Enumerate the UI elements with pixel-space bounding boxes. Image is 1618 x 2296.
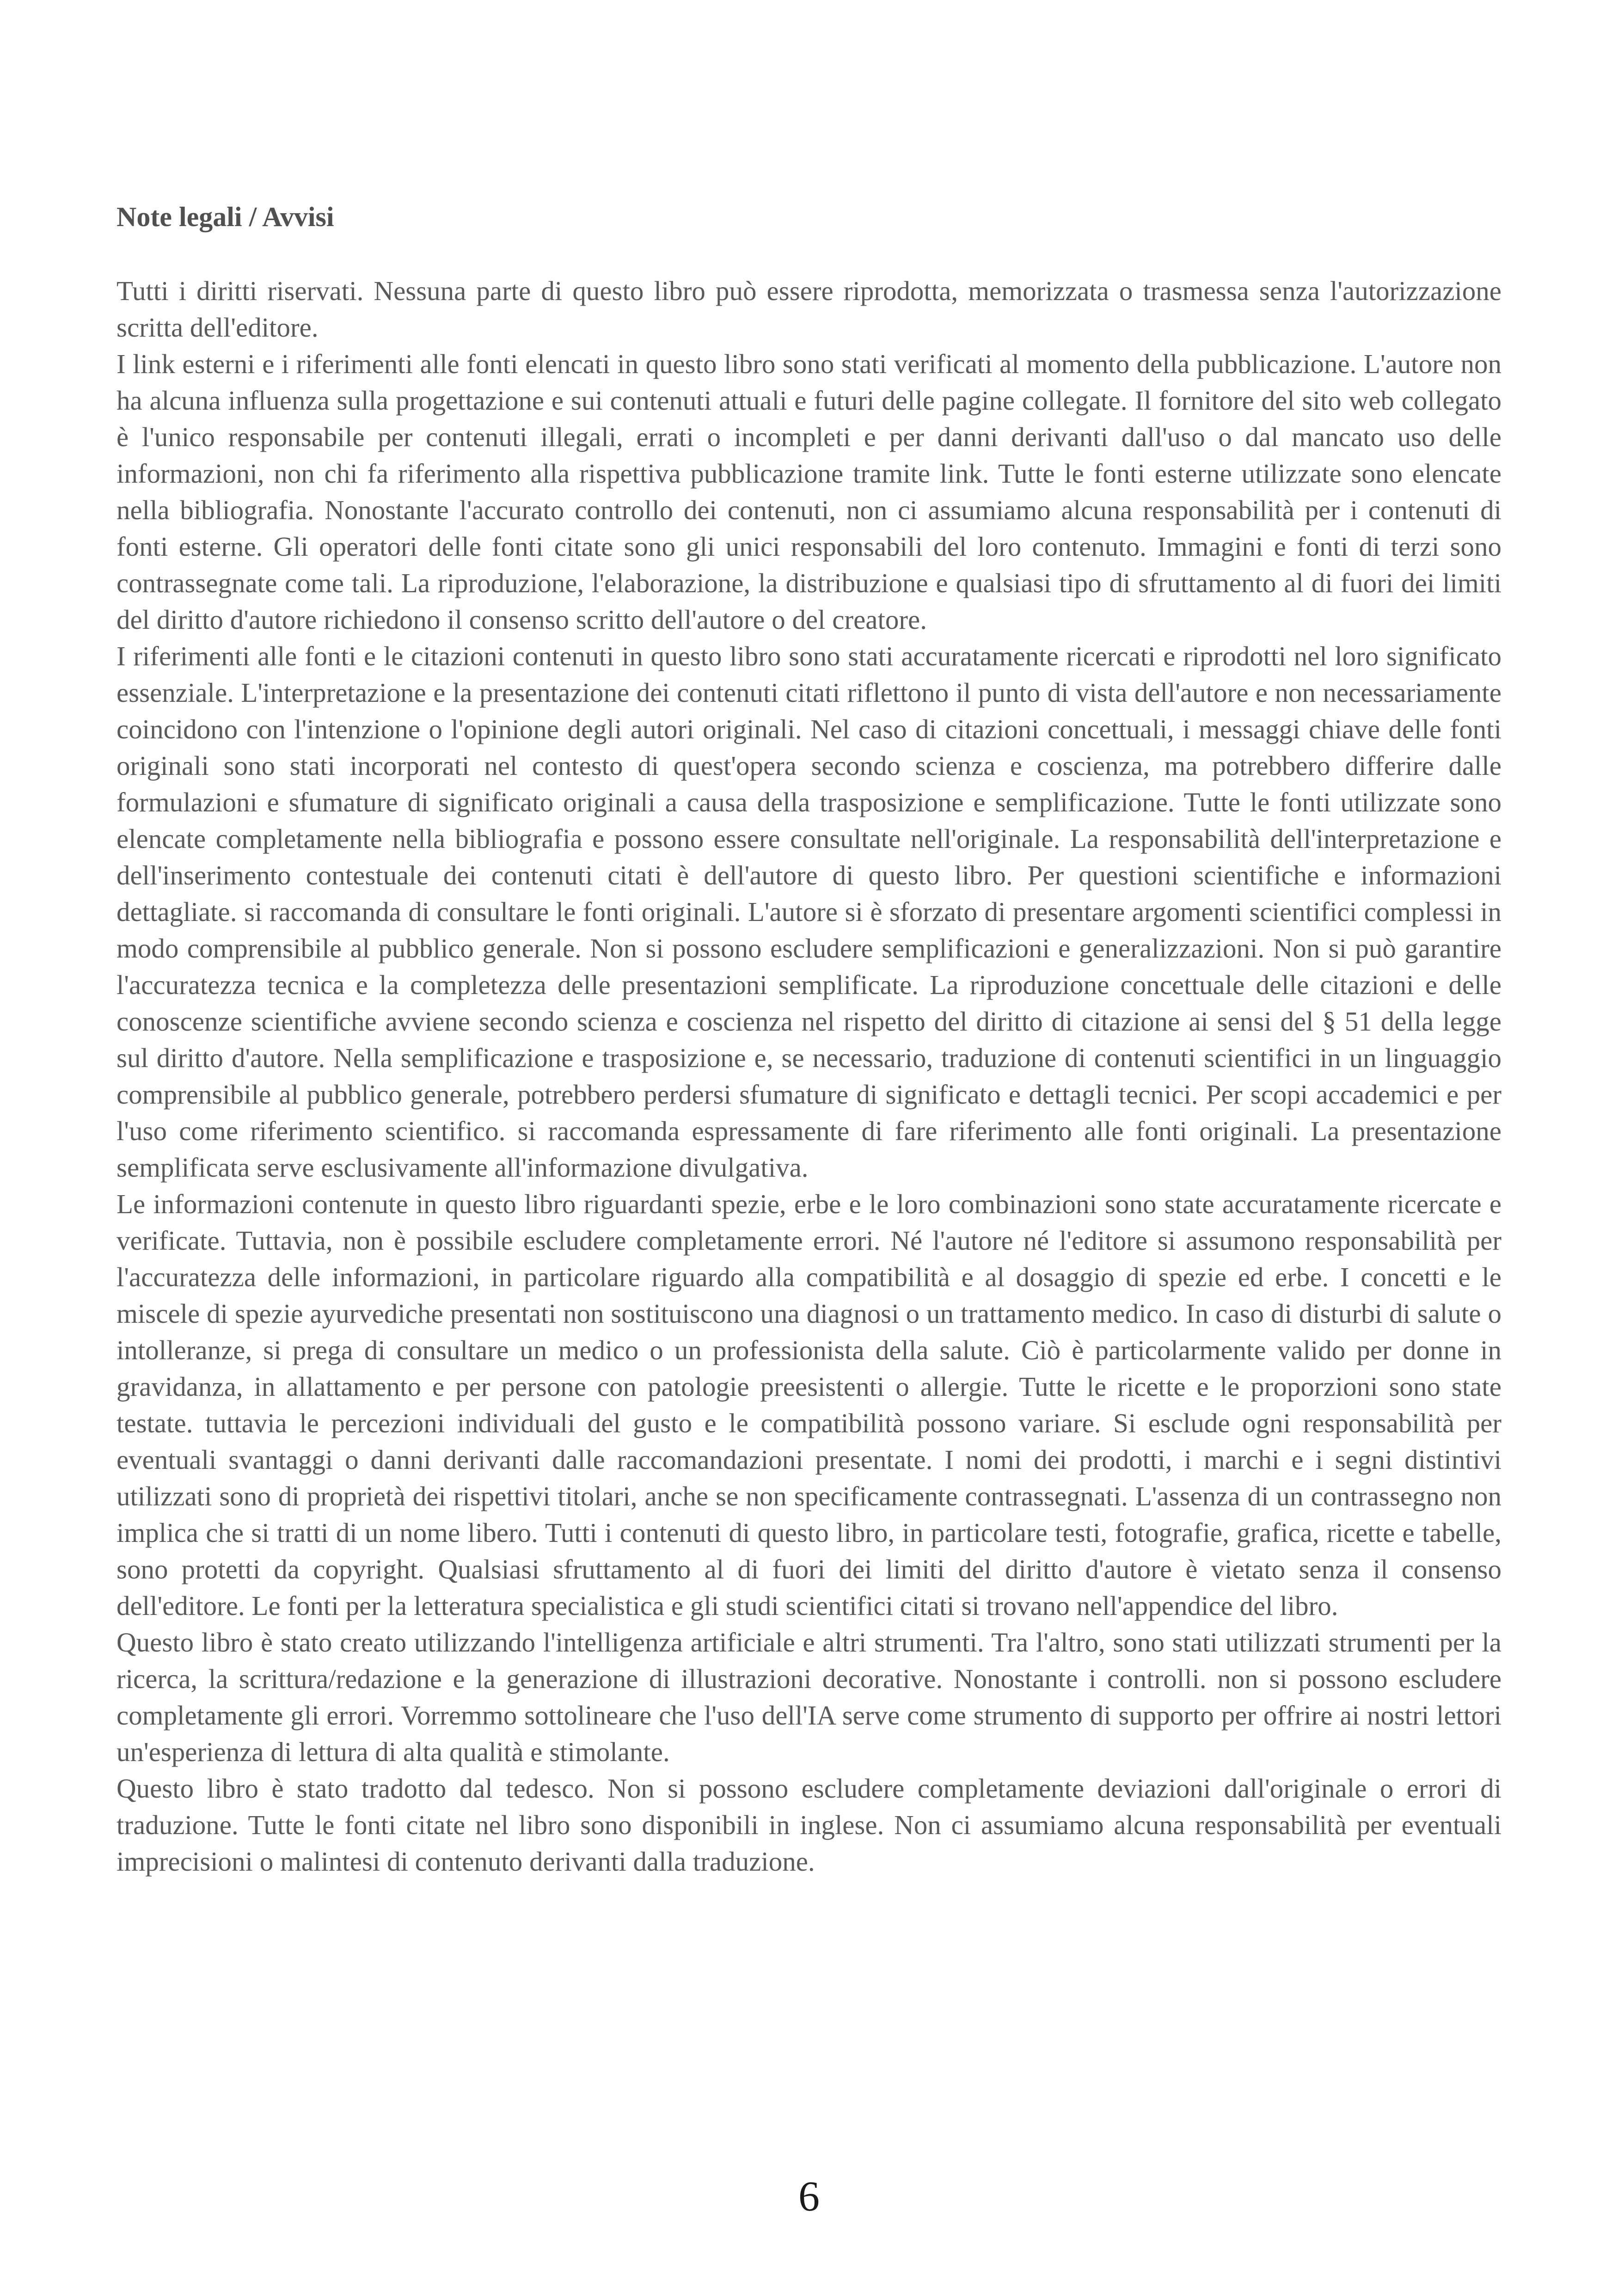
legal-notice-body	[116, 273, 1502, 1880]
page-title: Note legali / Avvisi	[116, 202, 334, 232]
page-number: 6	[798, 2173, 820, 2220]
paragraph-citations: I riferimenti alle fonti e le citazioni contenuti in questo libro sono stati accuratamente ricercati e riprodotti nel loro significato essenziale. L'interpretazione e la presentazione dei contenuti citati riflettono il punto di vista dell'autore e non necessariamente coincidono con l'intenzione o l'opinione degli autori originali. Nel caso di citazioni concettuali, i messaggi chiave delle fonti originali sono stati incorporati nel contesto di quest'opera secondo scienza e coscienza, ma potrebbero differire dalle formulazioni e sfumature di significato originali a causa della trasposizione e semplificazione. Tutte le fonti utilizzate sono elencate completamente nella bibliografia e possono essere consultate nell'originale. La responsabilità dell'interpretazione e dell'inserimento contestuale dei contenuti citati è dell'autore di questo libro. Per questioni scientifiche e informazioni dettagliate. si raccomanda di consultare le fonti originali. L'autore si è sforzato di presentare argomenti scientifici complessi in modo comprensibile al pubblico generale. Non si possono escludere semplificazioni e generalizzazioni. Non si può garantire l'accuratezza tecnica e la completezza delle presentazioni semplificate. La riproduzione concettuale delle citazioni e delle conoscenze scientifiche avviene secondo scienza e coscienza nel rispetto del diritto di citazione ai sensi del § 51 della legge sul diritto d'autore. Nella semplificazione e trasposizione e, se necessario, traduzione di contenuti scientifici in un linguaggio comprensibile al pubblico generale, potrebbero perdersi sfumature di significato e dettagli tecnici. Per scopi accademici e per l'uso come riferimento scientifico. si raccomanda espressamente di fare riferimento alle fonti originali. La presentazione semplificata serve esclusivamente all'informazione divulgativa.	[116, 641, 1502, 1183]
paragraph-copyright: Tutti i diritti riservati. Nessuna parte di questo libro può essere riprodotta, memorizzata o trasmessa senza l'autorizzazione scritta dell'editore.	[116, 276, 1502, 343]
paragraph-translation: Questo libro è stato tradotto dal tedesco. Non si possono escludere completamente deviazioni dall'originale o errori di traduzione. Tutte le fonti citate nel libro sono disponibili in inglese. Non ci assumiamo alcuna responsabilità per eventuali imprecisioni o malintesi di contenuto derivanti dalla traduzione.	[116, 1773, 1502, 1877]
paragraph-external-links: I link esterni e i riferimenti alle fonti elencati in questo libro sono stati verificati al momento della pubblicazione. L'autore non ha alcuna influenza sulla progettazione e sui contenuti attuali e futuri delle pagine collegate. Il fornitore del sito web collegato è l'unico responsabile per contenuti illegali, errati o incompleti e per danni derivanti dall'uso o dal mancato uso delle informazioni, non chi fa riferimento alla rispettiva pubblicazione tramite link. Tutte le fonti esterne utilizzate sono elencate nella bibliografia. Nonostante l'accurato controllo dei contenuti, non ci assumiamo alcuna responsabilità per i contenuti di fonti esterne. Gli operatori delle fonti citate sono gli unici responsabili del loro contenuto. Immagini e fonti di terzi sono contrassegnate come tali. La riproduzione, l'elaborazione, la distribuzione e qualsiasi tipo di sfruttamento al di fuori dei limiti del diritto d'autore richiedono il consenso scritto dell'autore o del creatore.	[116, 349, 1502, 635]
paragraph-health-disclaimer: Le informazioni contenute in questo libro riguardanti spezie, erbe e le loro combinazioni sono state accuratamente ricercate e verificate. Tuttavia, non è possibile escludere completamente errori. Né l'autore né l'editore si assumono responsabilità per l'accuratezza delle informazioni, in particolare riguardo alla compatibilità e al dosaggio di spezie ed erbe. I concetti e le miscele di spezie ayurvediche presentati non sostituiscono una diagnosi o un trattamento medico. In caso di disturbi di salute o intolleranze, si prega di consultare un medico o un professionista della salute. Ciò è particolarmente valido per donne in gravidanza, in allattamento e per persone con patologie preesistenti o allergie. Tutte le ricette e le proporzioni sono state testate. tuttavia le percezioni individuali del gusto e le compatibilità possono variare. Si esclude ogni responsabilità per eventuali svantaggi o danni derivanti dalle raccomandazioni presentate. I nomi dei prodotti, i marchi e i segni distintivi utilizzati sono di proprietà dei rispettivi titolari, anche se non specificamente contrassegnati. L'assenza di un contrassegno non implica che si tratti di un nome libero. Tutti i contenuti di questo libro, in particolare testi, fotografie, grafica, ricette e tabelle, sono protetti da copyright. Qualsiasi sfruttamento al di fuori dei limiti del diritto d'autore è vietato senza il consenso dell'editore. Le fonti per la letteratura specialistica e gli studi scientifici citati si trovano nell'appendice del libro.	[116, 1189, 1502, 1621]
paragraph-ai-usage: Questo libro è stato creato utilizzando l'intelligenza artificiale e altri strumenti. Tra l'altro, sono stati utilizzati strumenti per la ricerca, la scrittura/redazione e la generazione di illustrazioni decorative. Nonostante i controlli. non si possono escludere completamente gli errori. Vorremmo sottolineare che l'uso dell'IA serve come strumento di supporto per offrire ai nostri lettori un'esperienza di lettura di alta qualità e stimolante.	[116, 1627, 1502, 1767]
